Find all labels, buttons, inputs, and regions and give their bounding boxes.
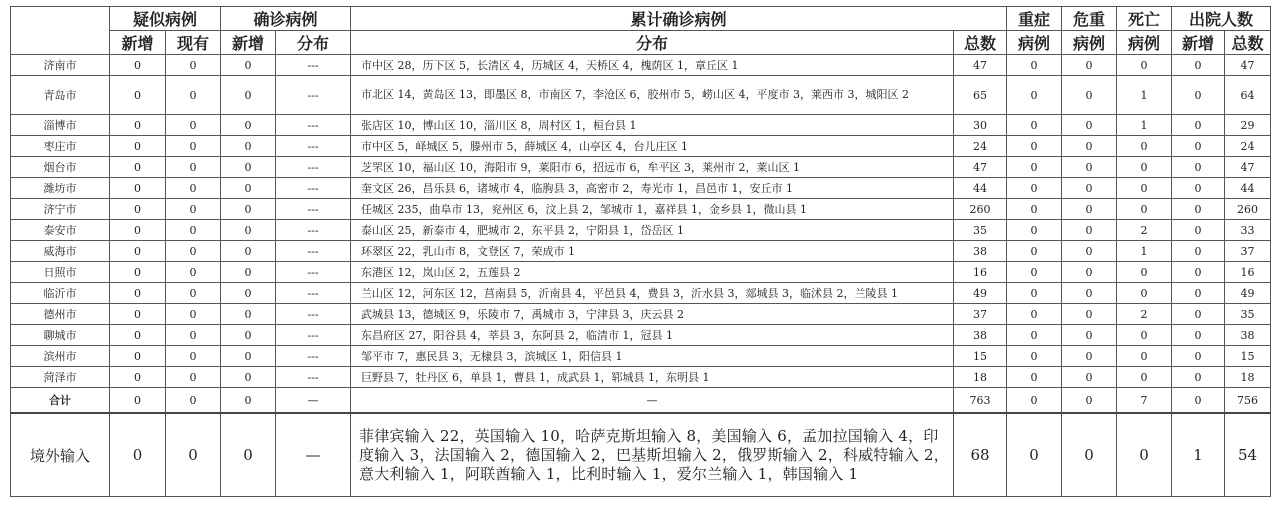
discharged-total-cell: 54 bbox=[1225, 413, 1271, 497]
suspected-new-cell: 0 bbox=[110, 367, 166, 388]
death-cell: 0 bbox=[1117, 346, 1172, 367]
confirmed-distribution-cell: --- bbox=[276, 241, 351, 262]
severe-cell: 0 bbox=[1007, 346, 1062, 367]
severe-cell: 0 bbox=[1007, 413, 1062, 497]
suspected-new-cell: 0 bbox=[110, 115, 166, 136]
suspected-new-cell: 0 bbox=[110, 157, 166, 178]
confirmed-distribution-cell: — bbox=[276, 413, 351, 497]
abroad-row bbox=[11, 413, 1271, 497]
discharged-total-cell: 18 bbox=[1225, 367, 1271, 388]
critical-cell: 0 bbox=[1062, 55, 1117, 76]
table-row bbox=[11, 76, 1271, 115]
suspected-current-cell: 0 bbox=[166, 115, 221, 136]
confirmed-new-cell: 0 bbox=[221, 346, 276, 367]
suspected-new-cell: 0 bbox=[110, 76, 166, 115]
city-cell: 青岛市 bbox=[11, 76, 110, 115]
confirmed-distribution-cell: --- bbox=[276, 178, 351, 199]
header-critical-cases: 病例 bbox=[1062, 31, 1117, 55]
suspected-new-cell: 0 bbox=[110, 199, 166, 220]
suspected-new-cell: 0 bbox=[110, 55, 166, 76]
city-cell: 境外输入 bbox=[11, 413, 110, 497]
discharged-new-cell: 0 bbox=[1172, 178, 1225, 199]
discharged-total-cell: 35 bbox=[1225, 304, 1271, 325]
death-cell: 1 bbox=[1117, 241, 1172, 262]
suspected-new-cell: 0 bbox=[110, 388, 166, 414]
table-row bbox=[11, 346, 1271, 367]
discharged-new-cell: 0 bbox=[1172, 325, 1225, 346]
suspected-current-cell: 0 bbox=[166, 241, 221, 262]
table-row bbox=[11, 367, 1271, 388]
cumulative-total-cell: 24 bbox=[954, 136, 1007, 157]
header-suspected: 疑似病例 bbox=[110, 7, 221, 31]
discharged-new-cell: 0 bbox=[1172, 346, 1225, 367]
header-discharged: 出院人数 bbox=[1172, 7, 1271, 31]
severe-cell: 0 bbox=[1007, 304, 1062, 325]
table-row bbox=[11, 304, 1271, 325]
discharged-total-cell: 44 bbox=[1225, 178, 1271, 199]
critical-cell: 0 bbox=[1062, 283, 1117, 304]
cumulative-total-cell: 65 bbox=[954, 76, 1007, 115]
discharged-total-cell: 49 bbox=[1225, 283, 1271, 304]
death-cell: 0 bbox=[1117, 367, 1172, 388]
death-cell: 2 bbox=[1117, 220, 1172, 241]
death-cell: 0 bbox=[1117, 178, 1172, 199]
table-row bbox=[11, 178, 1271, 199]
death-cell: 7 bbox=[1117, 388, 1172, 414]
critical-cell: 0 bbox=[1062, 388, 1117, 414]
severe-cell: 0 bbox=[1007, 157, 1062, 178]
cumulative-distribution-cell: 张店区 10，博山区 10，淄川区 8，周村区 1，桓台县 1 bbox=[351, 115, 954, 136]
death-cell: 0 bbox=[1117, 157, 1172, 178]
suspected-new-cell: 0 bbox=[110, 283, 166, 304]
cumulative-distribution-cell: 武城县 13，德城区 9，乐陵市 7，禹城市 3，宁津县 3，庆云县 2 bbox=[351, 304, 954, 325]
critical-cell: 0 bbox=[1062, 220, 1117, 241]
header-death-cases: 病例 bbox=[1117, 31, 1172, 55]
death-cell: 1 bbox=[1117, 76, 1172, 115]
header-discharged-total: 总数 bbox=[1225, 31, 1271, 55]
confirmed-distribution-cell: --- bbox=[276, 262, 351, 283]
city-cell: 济南市 bbox=[11, 55, 110, 76]
discharged-new-cell: 0 bbox=[1172, 76, 1225, 115]
table-row bbox=[11, 220, 1271, 241]
header-death: 死亡 bbox=[1117, 7, 1172, 31]
death-cell: 0 bbox=[1117, 55, 1172, 76]
critical-cell: 0 bbox=[1062, 136, 1117, 157]
confirmed-new-cell: 0 bbox=[221, 115, 276, 136]
severe-cell: 0 bbox=[1007, 241, 1062, 262]
confirmed-new-cell: 0 bbox=[221, 178, 276, 199]
death-cell: 2 bbox=[1117, 304, 1172, 325]
header-cumulative-total: 总数 bbox=[954, 31, 1007, 55]
discharged-new-cell: 0 bbox=[1172, 55, 1225, 76]
header-corner bbox=[11, 7, 110, 55]
suspected-current-cell: 0 bbox=[166, 413, 221, 497]
discharged-total-cell: 33 bbox=[1225, 220, 1271, 241]
suspected-new-cell: 0 bbox=[110, 178, 166, 199]
discharged-new-cell: 0 bbox=[1172, 115, 1225, 136]
suspected-new-cell: 0 bbox=[110, 346, 166, 367]
severe-cell: 0 bbox=[1007, 55, 1062, 76]
confirmed-new-cell: 0 bbox=[221, 304, 276, 325]
confirmed-new-cell: 0 bbox=[221, 283, 276, 304]
severe-cell: 0 bbox=[1007, 220, 1062, 241]
table-row bbox=[11, 325, 1271, 346]
cumulative-distribution-cell: 东港区 12，岚山区 2，五莲县 2 bbox=[351, 262, 954, 283]
confirmed-distribution-cell: --- bbox=[276, 115, 351, 136]
critical-cell: 0 bbox=[1062, 157, 1117, 178]
critical-cell: 0 bbox=[1062, 241, 1117, 262]
suspected-new-cell: 0 bbox=[110, 136, 166, 157]
cumulative-distribution-cell: — bbox=[351, 388, 954, 414]
suspected-current-cell: 0 bbox=[166, 157, 221, 178]
suspected-current-cell: 0 bbox=[166, 76, 221, 115]
table-row bbox=[11, 199, 1271, 220]
cumulative-distribution-cell: 奎文区 26，昌乐县 6，诸城市 4，临朐县 3，高密市 2，寿光市 1，昌邑市 1，安丘市 1 bbox=[351, 178, 954, 199]
cumulative-total-cell: 68 bbox=[954, 413, 1007, 497]
cumulative-total-cell: 16 bbox=[954, 262, 1007, 283]
discharged-new-cell: 0 bbox=[1172, 157, 1225, 178]
discharged-new-cell: 0 bbox=[1172, 304, 1225, 325]
suspected-current-cell: 0 bbox=[166, 325, 221, 346]
death-cell: 0 bbox=[1117, 262, 1172, 283]
confirmed-new-cell: 0 bbox=[221, 76, 276, 115]
cumulative-total-cell: 763 bbox=[954, 388, 1007, 414]
discharged-new-cell: 1 bbox=[1172, 413, 1225, 497]
severe-cell: 0 bbox=[1007, 178, 1062, 199]
critical-cell: 0 bbox=[1062, 367, 1117, 388]
table-row bbox=[11, 55, 1271, 76]
confirmed-distribution-cell: --- bbox=[276, 157, 351, 178]
confirmed-distribution-cell: --- bbox=[276, 136, 351, 157]
suspected-current-cell: 0 bbox=[166, 367, 221, 388]
city-cell: 烟台市 bbox=[11, 157, 110, 178]
confirmed-distribution-cell: --- bbox=[276, 220, 351, 241]
discharged-new-cell: 0 bbox=[1172, 388, 1225, 414]
severe-cell: 0 bbox=[1007, 115, 1062, 136]
cumulative-total-cell: 38 bbox=[954, 325, 1007, 346]
confirmed-distribution-cell: --- bbox=[276, 76, 351, 115]
suspected-new-cell: 0 bbox=[110, 304, 166, 325]
cumulative-total-cell: 18 bbox=[954, 367, 1007, 388]
suspected-current-cell: 0 bbox=[166, 199, 221, 220]
cumulative-total-cell: 44 bbox=[954, 178, 1007, 199]
city-cell: 济宁市 bbox=[11, 199, 110, 220]
table-row bbox=[11, 157, 1271, 178]
suspected-current-cell: 0 bbox=[166, 346, 221, 367]
discharged-total-cell: 16 bbox=[1225, 262, 1271, 283]
confirmed-distribution-cell: — bbox=[276, 388, 351, 414]
discharged-new-cell: 0 bbox=[1172, 199, 1225, 220]
critical-cell: 0 bbox=[1062, 178, 1117, 199]
discharged-new-cell: 0 bbox=[1172, 136, 1225, 157]
city-cell: 菏泽市 bbox=[11, 367, 110, 388]
suspected-current-cell: 0 bbox=[166, 262, 221, 283]
discharged-total-cell: 38 bbox=[1225, 325, 1271, 346]
death-cell: 0 bbox=[1117, 413, 1172, 497]
confirmed-new-cell: 0 bbox=[221, 325, 276, 346]
city-cell: 枣庄市 bbox=[11, 136, 110, 157]
cumulative-distribution-cell: 芝罘区 10，福山区 10，海阳市 9，莱阳市 6，招远市 6，牟平区 3，莱州市 2，莱山区 1 bbox=[351, 157, 954, 178]
table-row bbox=[11, 115, 1271, 136]
confirmed-new-cell: 0 bbox=[221, 136, 276, 157]
suspected-new-cell: 0 bbox=[110, 413, 166, 497]
covid-case-table bbox=[10, 6, 1271, 497]
header-confirmed: 确诊病例 bbox=[221, 7, 351, 31]
city-cell: 日照市 bbox=[11, 262, 110, 283]
city-cell: 聊城市 bbox=[11, 325, 110, 346]
cumulative-total-cell: 47 bbox=[954, 157, 1007, 178]
suspected-current-cell: 0 bbox=[166, 178, 221, 199]
cumulative-distribution-cell: 泰山区 25，新泰市 4，肥城市 2，东平县 2，宁阳县 1，岱岳区 1 bbox=[351, 220, 954, 241]
cumulative-total-cell: 37 bbox=[954, 304, 1007, 325]
death-cell: 0 bbox=[1117, 199, 1172, 220]
discharged-new-cell: 0 bbox=[1172, 241, 1225, 262]
cumulative-total-cell: 30 bbox=[954, 115, 1007, 136]
confirmed-distribution-cell: --- bbox=[276, 55, 351, 76]
header-confirmed-distribution: 分布 bbox=[276, 31, 351, 55]
severe-cell: 0 bbox=[1007, 283, 1062, 304]
header-row-2 bbox=[11, 31, 1271, 55]
header-suspected-new: 新增 bbox=[110, 31, 166, 55]
suspected-current-cell: 0 bbox=[166, 136, 221, 157]
discharged-total-cell: 15 bbox=[1225, 346, 1271, 367]
death-cell: 0 bbox=[1117, 283, 1172, 304]
suspected-current-cell: 0 bbox=[166, 55, 221, 76]
severe-cell: 0 bbox=[1007, 262, 1062, 283]
discharged-total-cell: 29 bbox=[1225, 115, 1271, 136]
table-row bbox=[11, 262, 1271, 283]
severe-cell: 0 bbox=[1007, 367, 1062, 388]
city-cell: 潍坊市 bbox=[11, 178, 110, 199]
discharged-new-cell: 0 bbox=[1172, 220, 1225, 241]
critical-cell: 0 bbox=[1062, 76, 1117, 115]
confirmed-new-cell: 0 bbox=[221, 157, 276, 178]
severe-cell: 0 bbox=[1007, 388, 1062, 414]
discharged-total-cell: 24 bbox=[1225, 136, 1271, 157]
header-critical: 危重 bbox=[1062, 7, 1117, 31]
header-row-1 bbox=[11, 7, 1271, 31]
city-cell: 德州市 bbox=[11, 304, 110, 325]
suspected-new-cell: 0 bbox=[110, 241, 166, 262]
discharged-new-cell: 0 bbox=[1172, 283, 1225, 304]
discharged-total-cell: 756 bbox=[1225, 388, 1271, 414]
confirmed-new-cell: 0 bbox=[221, 388, 276, 414]
suspected-new-cell: 0 bbox=[110, 325, 166, 346]
confirmed-new-cell: 0 bbox=[221, 199, 276, 220]
city-cell: 合计 bbox=[11, 388, 110, 414]
discharged-total-cell: 47 bbox=[1225, 157, 1271, 178]
cumulative-distribution-cell: 兰山区 12，河东区 12，莒南县 5，沂南县 4，平邑县 4，费县 3，沂水县 3，郯城县 3，临沭县 2，兰陵县 1 bbox=[351, 283, 954, 304]
table-row bbox=[11, 136, 1271, 157]
severe-cell: 0 bbox=[1007, 199, 1062, 220]
cumulative-distribution-cell: 邹平市 7，惠民县 3，无棣县 3，滨城区 1，阳信县 1 bbox=[351, 346, 954, 367]
cumulative-distribution-cell: 市北区 14，黄岛区 13，即墨区 8，市南区 7，李沧区 6，胶州市 5，崂山区 4，平度市 3，莱西市 3，城阳区 2 bbox=[351, 76, 954, 115]
city-cell: 临沂市 bbox=[11, 283, 110, 304]
city-cell: 威海市 bbox=[11, 241, 110, 262]
discharged-total-cell: 260 bbox=[1225, 199, 1271, 220]
critical-cell: 0 bbox=[1062, 413, 1117, 497]
confirmed-distribution-cell: --- bbox=[276, 199, 351, 220]
critical-cell: 0 bbox=[1062, 115, 1117, 136]
header-severe-cases: 病例 bbox=[1007, 31, 1062, 55]
cumulative-total-cell: 260 bbox=[954, 199, 1007, 220]
death-cell: 0 bbox=[1117, 325, 1172, 346]
confirmed-new-cell: 0 bbox=[221, 367, 276, 388]
discharged-new-cell: 0 bbox=[1172, 367, 1225, 388]
confirmed-distribution-cell: --- bbox=[276, 283, 351, 304]
cumulative-total-cell: 38 bbox=[954, 241, 1007, 262]
cumulative-distribution-cell: 市中区 28，历下区 5，长清区 4，历城区 4，天桥区 4，槐荫区 1，章丘区 1 bbox=[351, 55, 954, 76]
suspected-current-cell: 0 bbox=[166, 220, 221, 241]
city-cell: 泰安市 bbox=[11, 220, 110, 241]
header-cumulative-distribution: 分布 bbox=[351, 31, 954, 55]
confirmed-new-cell: 0 bbox=[221, 413, 276, 497]
header-discharged-new: 新增 bbox=[1172, 31, 1225, 55]
suspected-current-cell: 0 bbox=[166, 304, 221, 325]
total-row bbox=[11, 388, 1271, 414]
confirmed-new-cell: 0 bbox=[221, 241, 276, 262]
table-row bbox=[11, 241, 1271, 262]
confirmed-new-cell: 0 bbox=[221, 220, 276, 241]
confirmed-new-cell: 0 bbox=[221, 55, 276, 76]
death-cell: 0 bbox=[1117, 136, 1172, 157]
cumulative-distribution-cell: 市中区 5，峄城区 5，滕州市 5，薛城区 4，山亭区 4，台儿庄区 1 bbox=[351, 136, 954, 157]
death-cell: 1 bbox=[1117, 115, 1172, 136]
header-severe: 重症 bbox=[1007, 7, 1062, 31]
cumulative-distribution-cell: 菲律宾输入 22，英国输入 10，哈萨克斯坦输入 8，美国输入 6，孟加拉国输入 4，印度输入 3，法国输入 2，德国输入 2，巴基斯坦输入 2，俄罗斯输入 2，科威特输入 2，意大利输入 1，阿联酋输入 1，比利时输入 1，爱尔兰输入 1，韩国输入 1 bbox=[351, 413, 954, 497]
cumulative-distribution-cell: 东昌府区 27，阳谷县 4，莘县 3，东阿县 2，临清市 1，冠县 1 bbox=[351, 325, 954, 346]
cumulative-total-cell: 15 bbox=[954, 346, 1007, 367]
confirmed-distribution-cell: --- bbox=[276, 304, 351, 325]
cumulative-distribution-cell: 任城区 235，曲阜市 13，兖州区 6，汶上县 2，邹城市 1，嘉祥县 1，金乡县 1，微山县 1 bbox=[351, 199, 954, 220]
severe-cell: 0 bbox=[1007, 325, 1062, 346]
discharged-total-cell: 64 bbox=[1225, 76, 1271, 115]
critical-cell: 0 bbox=[1062, 325, 1117, 346]
cumulative-total-cell: 49 bbox=[954, 283, 1007, 304]
suspected-new-cell: 0 bbox=[110, 262, 166, 283]
confirmed-distribution-cell: --- bbox=[276, 367, 351, 388]
header-cumulative: 累计确诊病例 bbox=[351, 7, 1007, 31]
suspected-new-cell: 0 bbox=[110, 220, 166, 241]
cumulative-distribution-cell: 巨野县 7，牡丹区 6，单县 1，曹县 1，成武县 1，郓城县 1，东明县 1 bbox=[351, 367, 954, 388]
suspected-current-cell: 0 bbox=[166, 283, 221, 304]
confirmed-distribution-cell: --- bbox=[276, 346, 351, 367]
table-row bbox=[11, 283, 1271, 304]
critical-cell: 0 bbox=[1062, 304, 1117, 325]
discharged-new-cell: 0 bbox=[1172, 262, 1225, 283]
header-confirmed-new: 新增 bbox=[221, 31, 276, 55]
critical-cell: 0 bbox=[1062, 262, 1117, 283]
cumulative-total-cell: 47 bbox=[954, 55, 1007, 76]
discharged-total-cell: 47 bbox=[1225, 55, 1271, 76]
severe-cell: 0 bbox=[1007, 76, 1062, 115]
suspected-current-cell: 0 bbox=[166, 388, 221, 414]
confirmed-new-cell: 0 bbox=[221, 262, 276, 283]
critical-cell: 0 bbox=[1062, 199, 1117, 220]
city-cell: 淄博市 bbox=[11, 115, 110, 136]
cumulative-distribution-cell: 环翠区 22，乳山市 8，文登区 7，荣成市 1 bbox=[351, 241, 954, 262]
discharged-total-cell: 37 bbox=[1225, 241, 1271, 262]
critical-cell: 0 bbox=[1062, 346, 1117, 367]
severe-cell: 0 bbox=[1007, 136, 1062, 157]
cumulative-total-cell: 35 bbox=[954, 220, 1007, 241]
confirmed-distribution-cell: --- bbox=[276, 325, 351, 346]
header-suspected-current: 现有 bbox=[166, 31, 221, 55]
city-cell: 滨州市 bbox=[11, 346, 110, 367]
